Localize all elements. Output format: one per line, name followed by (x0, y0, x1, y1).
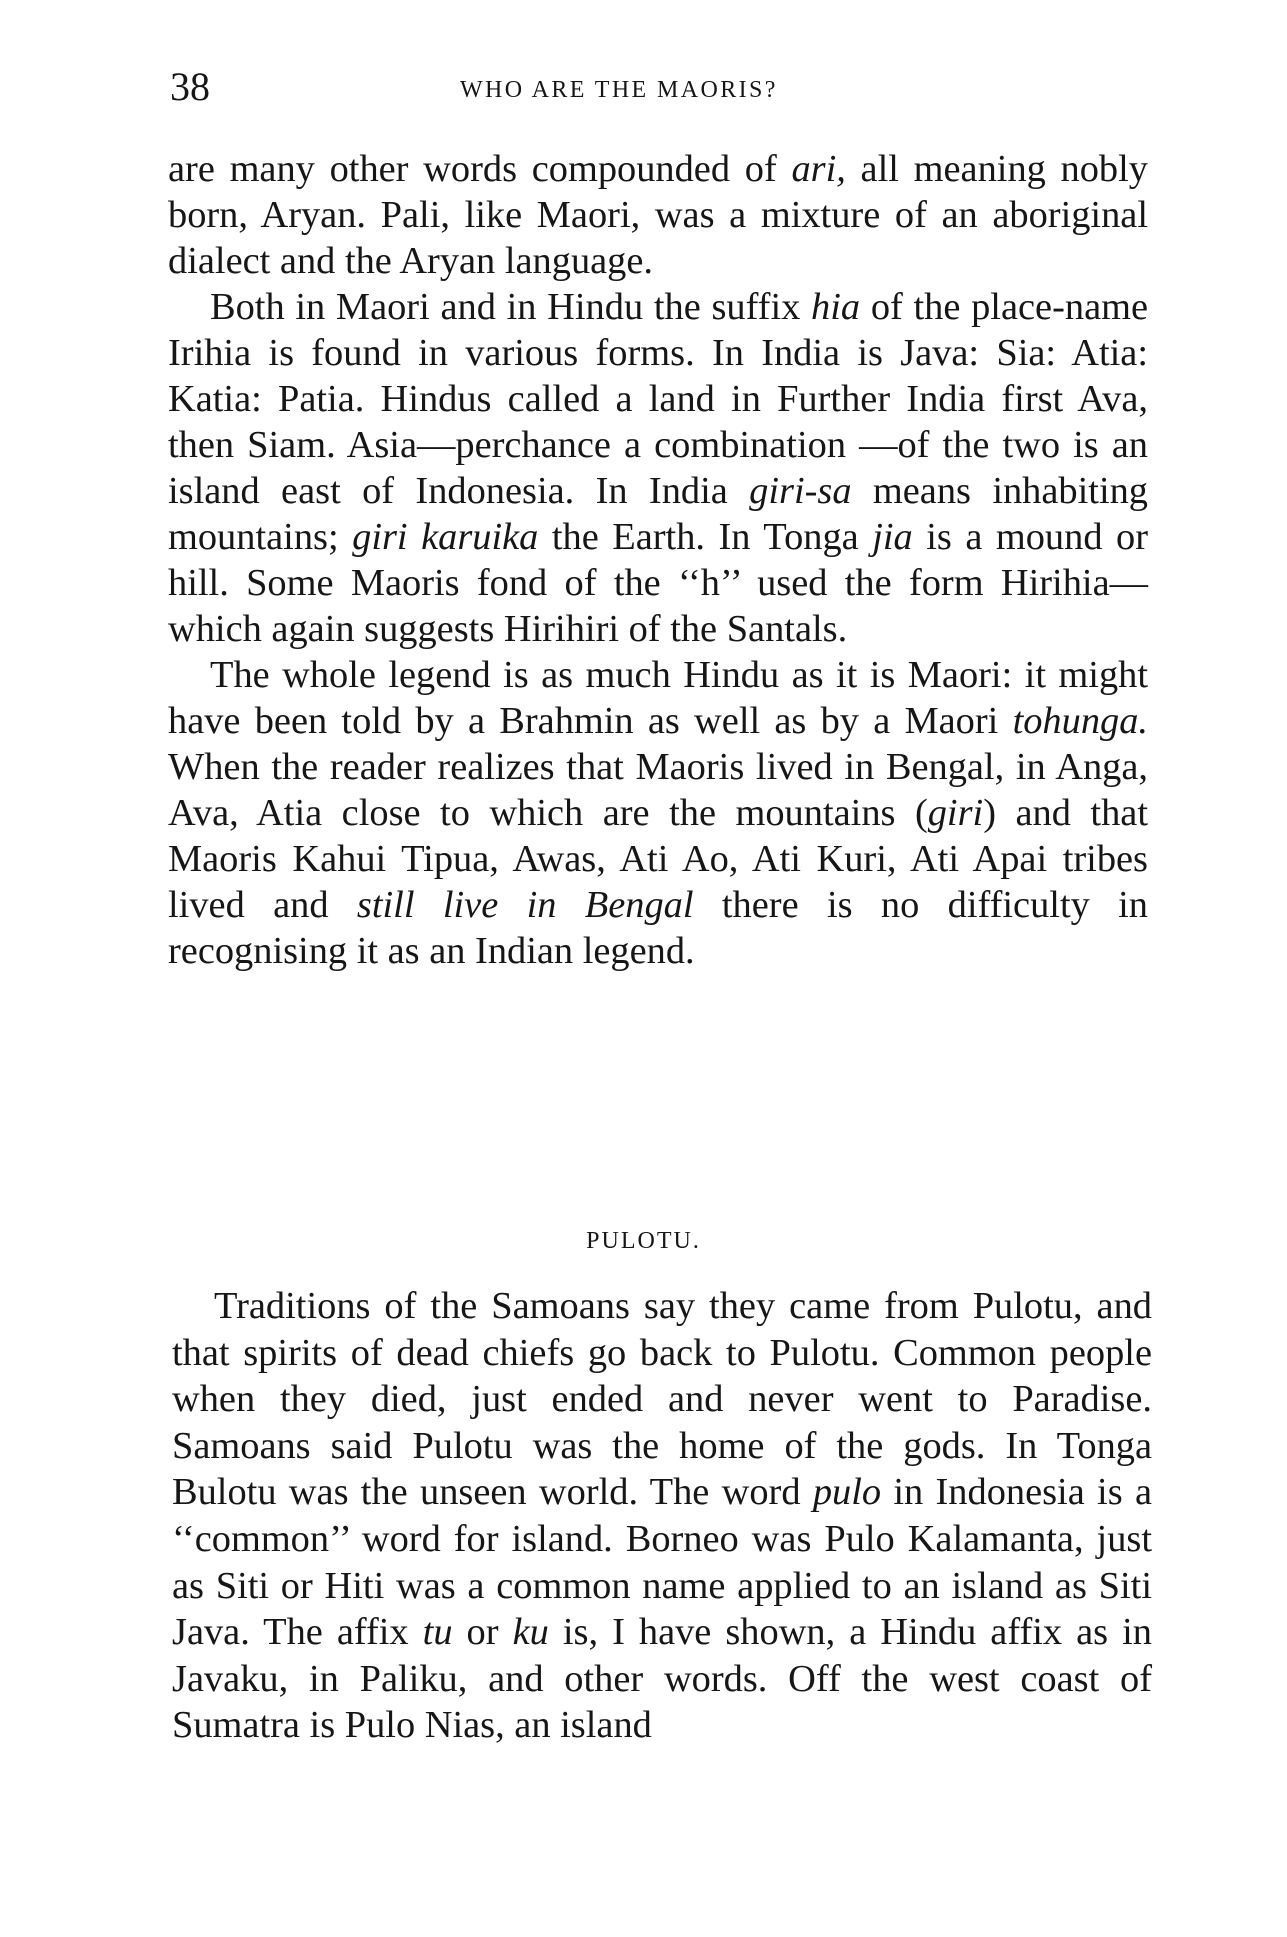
text-run: there is no difficulty in recognising it as an Indian legend. (168, 884, 1149, 972)
text-run: in Indonesia is a ‘‘common’’ word for island. Borneo was Pulo Kalamanta, just as Siti or Hiti was a common name applied to an island as Siti Java. The affix (172, 1471, 1152, 1654)
paragraph (168, 284, 1148, 652)
page-header (170, 62, 1150, 112)
text-run: The whole legend is as much Hindu as it is Maori: it might have been told by a Brahmin as well as by a Maori (168, 654, 1148, 742)
paragraph (168, 146, 1148, 284)
italic-text: giri-sa (749, 470, 852, 512)
paragraph (172, 1283, 1152, 1749)
text-run: is a mound or hill. Some Maoris fond of the ‘‘h’’ used the form Hirihia—which again suggests Hirihiri of the Santals. (168, 516, 1149, 650)
italic-text: ku (512, 1611, 549, 1654)
section-heading: PULOTU. (586, 1228, 701, 1254)
italic-text: giri (927, 792, 984, 834)
italic-text: still live in Bengal (356, 884, 694, 926)
italic-text: hia (811, 286, 861, 328)
text-run: is, I have shown, a Hindu affix as in Javaku, in Paliku, and other words. Off the west coast of Sumatra is Pulo Nias, an island (172, 1611, 1152, 1747)
body-text (168, 146, 1148, 974)
text-run: are many other words compounded of (168, 148, 792, 190)
page-number: 38 (170, 64, 210, 109)
italic-text: tu (422, 1611, 453, 1654)
text-run: When the reader realizes that Maoris lived in Bengal, in Anga, Ava, Atia close to which are the mountains ( (168, 746, 1148, 834)
text-run: Traditions of the Samoans say they came from Pulotu, and that spirits of dead chiefs go back to Pulotu. Common people when they died, just ended and never went to Paradise. Samoans said Pulotu was the home of the gods. In Tonga Bulotu was the unseen world. The word (172, 1285, 1152, 1514)
text-run: all meaning nobly born, Aryan. Pali, like Maori, was a mixture of an aboriginal dialect and the Aryan language. (168, 148, 1148, 282)
section-text (172, 1283, 1152, 1749)
text-run: the Earth. In Tonga (538, 516, 873, 558)
italic-text: tohunga. (1012, 700, 1148, 742)
text-run: Both in Maori and in Hindu the suffix (210, 286, 812, 328)
running-head: WHO ARE THE MAORIS? (460, 77, 778, 103)
italic-text: jia (872, 516, 913, 558)
text-run: means inhabiting mountains; (168, 470, 1148, 558)
text-run: or (452, 1611, 513, 1654)
italic-text: pulo (812, 1471, 882, 1514)
italic-text: giri karuika (352, 516, 539, 558)
italic-text: ari, (791, 148, 846, 190)
paragraph (168, 652, 1148, 974)
text-run: of the place-name Irihia is found in various forms. In India is Java: Sia: Atia: Katia: Patia. Hindus called a land in Further India first Ava, then Siam. Asia—perchance a combination —of the two is an island east of Indonesia. In India (168, 286, 1149, 512)
text-run: ) and that Maoris Kahui Tipua, Awas, Ati Ao, Ati Kuri, Ati Apai tribes lived and (168, 792, 1148, 926)
